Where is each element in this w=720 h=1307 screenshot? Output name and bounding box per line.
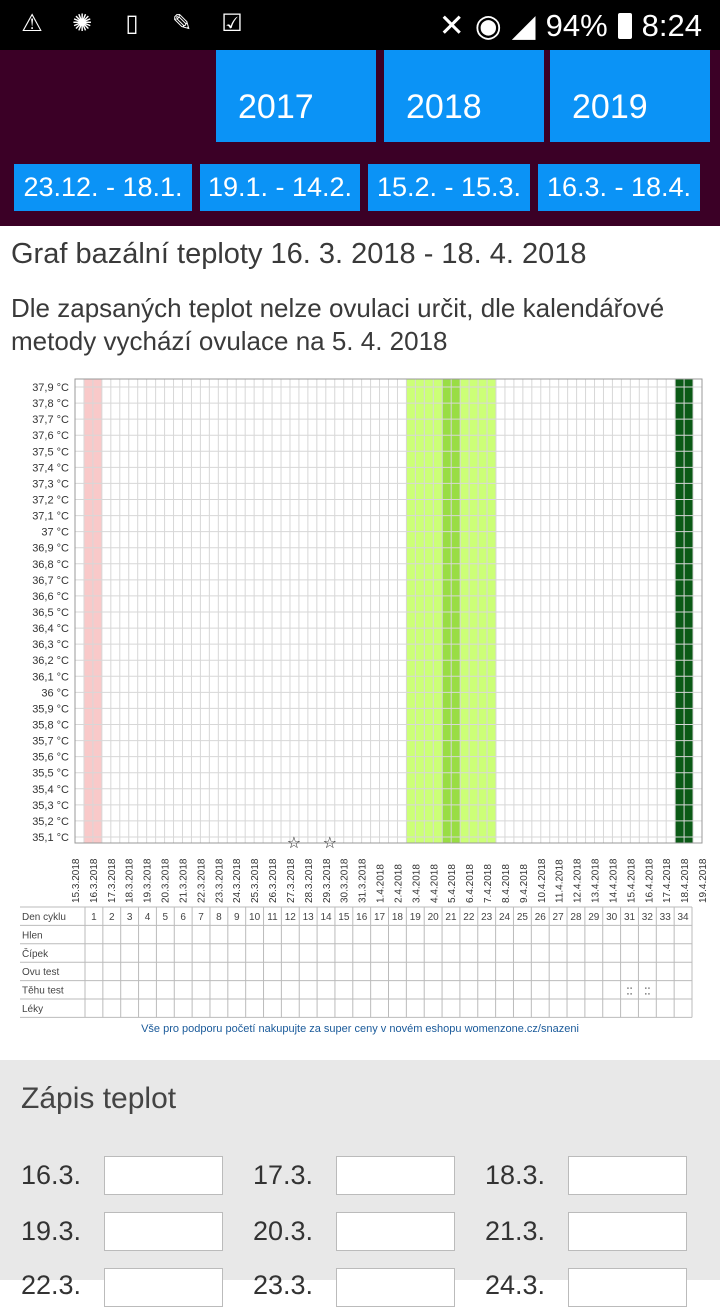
y-tick-label: 36,9 °C: [32, 542, 69, 555]
temperature-chart: [0, 372, 720, 1022]
y-tick-label: 36,2 °C: [32, 655, 69, 668]
y-tick-label: 37,9 °C: [32, 382, 69, 394]
entry-label: 20.3.: [253, 1216, 314, 1246]
x-tick-label: 5.4.2018: [447, 864, 459, 903]
day-cell: 26: [534, 912, 546, 923]
day-cell: 22: [463, 912, 475, 923]
mute-icon: ✕: [438, 8, 465, 43]
x-tick-label: 30.3.2018: [339, 858, 351, 903]
entry-label: 24.3.: [485, 1270, 546, 1300]
y-tick-label: 36,4 °C: [32, 623, 69, 636]
temperature-input[interactable]: [336, 1268, 455, 1307]
year-2018-button[interactable]: 2018: [384, 50, 544, 142]
x-tick-label: 28.3.2018: [303, 858, 315, 903]
x-tick-label: 12.4.2018: [572, 858, 584, 903]
table-row-label: Ovu test: [22, 967, 60, 979]
x-tick-label: 9.4.2018: [518, 864, 530, 903]
day-cell: 34: [677, 912, 689, 923]
temperature-input[interactable]: [568, 1212, 687, 1251]
x-tick-label: 22.3.2018: [196, 858, 208, 903]
x-tick-label: 23.3.2018: [214, 858, 226, 903]
y-tick-label: 35,4 °C: [32, 783, 69, 796]
day-cell: 17: [374, 912, 386, 923]
day-cell: 24: [498, 912, 511, 923]
y-tick-label: 37,8 °C: [32, 398, 69, 411]
x-tick-label: 27.3.2018: [285, 858, 297, 903]
y-tick-label: 36 °C: [41, 687, 69, 700]
range-button-4[interactable]: 16.3. - 18.4.: [538, 164, 700, 211]
eshop-link[interactable]: Vše pro podporu početí nakupujte za super ceny v novém eshopu womenzone.cz/snazeni: [141, 1023, 579, 1035]
day-cell: 7: [198, 912, 204, 923]
check-flag-icon: ☑: [221, 10, 243, 37]
temperature-input[interactable]: [336, 1212, 455, 1251]
temperature-input[interactable]: [104, 1156, 223, 1195]
day-cell: 21: [445, 912, 457, 923]
octopus-icon: ✺: [71, 10, 93, 37]
day-cell: 32: [641, 912, 653, 923]
y-tick-label: 36,6 °C: [32, 590, 69, 603]
y-tick-label: 35,2 °C: [32, 815, 69, 828]
table-row-label: Léky: [22, 1004, 44, 1015]
x-tick-label: 19.4.2018: [698, 858, 709, 903]
x-tick-label: 11.4.2018: [554, 859, 566, 903]
temperature-input[interactable]: [104, 1268, 223, 1307]
y-tick-label: 35,7 °C: [32, 735, 69, 748]
x-tick-label: 6.4.2018: [465, 864, 477, 903]
y-tick-label: 35,5 °C: [32, 767, 69, 780]
x-tick-label: 19.3.2018: [142, 858, 154, 903]
year-2019-button[interactable]: 2019: [550, 50, 710, 142]
day-cell: 28: [570, 912, 582, 923]
y-tick-label: 35,3 °C: [32, 799, 69, 812]
y-tick-label: 37,7 °C: [32, 414, 69, 427]
day-cell: 31: [623, 912, 636, 923]
x-tick-label: 31.3.2018: [357, 858, 369, 903]
x-tick-label: 21.3.2018: [178, 858, 190, 903]
y-tick-label: 37,1 °C: [32, 510, 69, 523]
x-tick-label: 25.3.2018: [250, 858, 262, 903]
day-cell: 18: [391, 912, 403, 923]
range-button-2[interactable]: 19.1. - 14.2.: [200, 164, 360, 211]
star-marker: ☆: [322, 835, 337, 852]
entry-label: 21.3.: [485, 1216, 546, 1246]
y-tick-label: 37,4 °C: [32, 462, 69, 475]
x-tick-label: 4.4.2018: [429, 864, 441, 903]
day-cell: 33: [659, 912, 671, 923]
day-cell: 5: [162, 912, 169, 923]
section-title: Zápis teplot: [21, 1082, 177, 1115]
y-tick-label: 35,1 °C: [32, 832, 69, 844]
x-tick-label: 26.3.2018: [268, 858, 280, 903]
year-2017-button[interactable]: 2017: [216, 50, 376, 142]
day-cell: 27: [552, 912, 564, 923]
x-tick-label: 2.4.2018: [393, 864, 405, 903]
phone-clock-icon: ▯: [125, 10, 139, 37]
day-cell: 13: [302, 912, 314, 923]
y-tick-label: 36,7 °C: [32, 574, 69, 587]
alert-icon: ⚠: [21, 10, 43, 37]
x-tick-label: 18.3.2018: [124, 858, 136, 903]
signal-icon: ◢: [511, 8, 536, 43]
day-cell: 14: [320, 912, 332, 923]
x-tick-label: 16.3.2018: [88, 858, 100, 903]
temperature-input[interactable]: [568, 1156, 687, 1195]
day-cell: 9: [233, 912, 240, 923]
y-tick-label: 36,8 °C: [32, 558, 69, 571]
x-tick-label: 3.4.2018: [411, 864, 423, 903]
x-tick-label: 29.3.2018: [321, 858, 333, 903]
temperature-input[interactable]: [104, 1212, 223, 1251]
day-cell: 15: [338, 912, 350, 923]
clock: 8:24: [641, 8, 702, 43]
entry-label: 16.3.: [21, 1160, 82, 1190]
y-tick-label: 35,8 °C: [32, 719, 69, 732]
status-bar: [0, 0, 720, 50]
day-cell: 29: [588, 912, 600, 923]
table-row-label: Těhu test: [22, 985, 64, 997]
y-tick-label: 37,5 °C: [32, 446, 69, 459]
day-cell: 25: [516, 912, 528, 923]
day-cell: 12: [284, 912, 296, 923]
entry-label: 23.3.: [253, 1270, 314, 1300]
pregnancy-test-mark: ⁚⁚: [644, 986, 651, 998]
x-tick-label: 16.4.2018: [644, 858, 656, 903]
y-tick-label: 35,6 °C: [32, 751, 69, 764]
day-cell: 10: [249, 912, 261, 923]
y-tick-label: 36,5 °C: [32, 607, 69, 619]
day-cell: 6: [180, 912, 186, 923]
day-cell: 20: [427, 912, 439, 923]
page-title: Graf bazální teploty 16. 3. 2018 - 18. 4. 2018: [11, 238, 587, 270]
entry-label: 19.3.: [21, 1216, 82, 1246]
x-tick-label: 8.4.2018: [500, 864, 512, 903]
y-tick-label: 36,1 °C: [32, 671, 69, 684]
y-tick-label: 35,9 °C: [32, 703, 69, 716]
battery-percent: 94%: [545, 8, 608, 43]
x-tick-label: 10.4.2018: [536, 858, 548, 903]
entry-label: 17.3.: [253, 1160, 314, 1190]
range-button-1[interactable]: 23.12. - 18.1.: [14, 164, 192, 211]
y-tick-label: 37,3 °C: [32, 478, 69, 491]
y-tick-label: 37 °C: [41, 526, 69, 539]
star-marker: ☆: [286, 835, 302, 852]
table-row-label: Hlen: [22, 930, 43, 942]
y-tick-label: 37,6 °C: [32, 430, 69, 443]
ovulation-note: Dle zapsaných teplot nelze ovulaci určit, dle kalendářové metody vychází ovulace na 5. 4. 2018: [11, 293, 665, 356]
table-row-label: Čípek: [22, 948, 49, 960]
wifi-icon: ◉: [474, 8, 502, 43]
y-tick-label: 37,2 °C: [32, 494, 69, 507]
temperature-input[interactable]: [568, 1268, 687, 1307]
battery-icon: [618, 13, 632, 39]
day-cell: 2: [108, 912, 115, 923]
entry-label: 22.3.: [21, 1270, 82, 1300]
day-cell: 30: [606, 912, 618, 923]
x-tick-label: 18.4.2018: [680, 858, 692, 903]
day-cell: 4: [144, 912, 151, 923]
y-tick-label: 36,3 °C: [32, 639, 69, 652]
day-cell: 11: [267, 912, 278, 923]
x-tick-label: 15.4.2018: [626, 858, 638, 903]
day-cell: 19: [409, 912, 421, 923]
table-row-label: Den cyklu: [22, 912, 66, 923]
day-cell: 16: [356, 912, 368, 923]
entry-label: 18.3.: [485, 1160, 546, 1190]
temperature-entry-section: [0, 1060, 720, 1300]
broom-icon: ✎: [171, 10, 193, 37]
day-cell: 8: [216, 912, 222, 923]
x-tick-label: 20.3.2018: [160, 858, 172, 903]
day-cell: 23: [481, 912, 493, 923]
x-tick-label: 17.4.2018: [662, 858, 674, 903]
x-tick-label: 1.4.2018: [375, 864, 387, 903]
header: [0, 50, 720, 226]
x-tick-label: 15.3.2018: [71, 858, 82, 903]
x-tick-label: 7.4.2018: [483, 864, 495, 903]
x-tick-label: 13.4.2018: [590, 858, 602, 903]
x-tick-label: 24.3.2018: [232, 858, 244, 903]
pregnancy-test-mark: ⁚⁚: [626, 986, 633, 998]
x-tick-label: 17.3.2018: [106, 858, 118, 903]
day-cell: 1: [91, 912, 97, 923]
range-button-3[interactable]: 15.2. - 15.3.: [368, 164, 530, 211]
day-cell: 3: [126, 912, 133, 923]
temperature-input[interactable]: [336, 1156, 455, 1195]
x-tick-label: 14.4.2018: [608, 858, 620, 903]
